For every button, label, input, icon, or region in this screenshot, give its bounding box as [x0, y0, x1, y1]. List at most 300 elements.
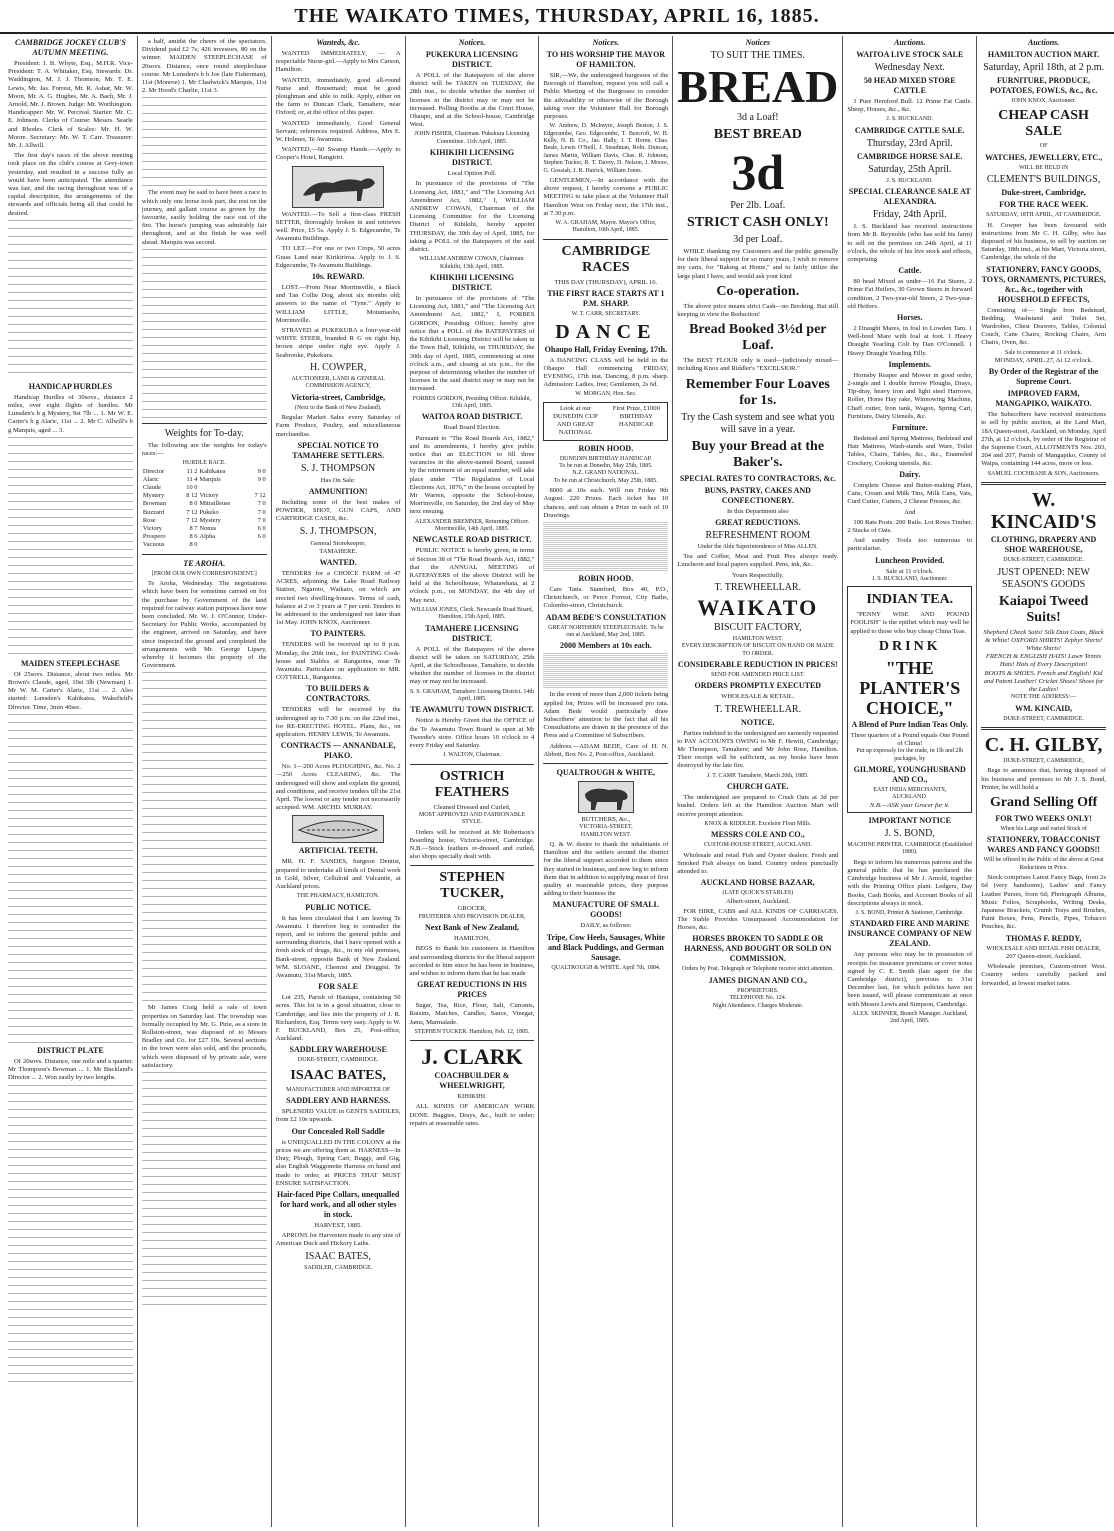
- classified-ad: WANTED immediately, Good General Servant; references required. Address, Mrs E. W. Holmes, Te Awamutu.: [275, 119, 401, 144]
- auction-heading: CAMBRIDGE HORSE SALE.: [856, 151, 963, 161]
- advertisement-line: Orders by Post, Telegraph or Telephone receive strict attention.: [682, 966, 834, 973]
- advertisement-line: Three quarters of a Pound equals One Pound of China!: [850, 731, 969, 747]
- column-4: [406, 36, 540, 1527]
- advertiser-role: AUCTIONEER, LAND & GENERAL COMMISSION AGENCY,: [291, 375, 385, 390]
- auctioneer-name: J. S. BUCKLAND, Auctioneer.: [872, 575, 948, 582]
- article-text-lines: [8, 714, 133, 1044]
- auction-line: OF: [1039, 143, 1048, 150]
- notice-signature: J. WALTON, Chairman.: [442, 752, 502, 759]
- classified-ad: WANTED,—60 Swamp Hands.—Apply to Cooper's Hotel, Rangiriri.: [275, 146, 401, 162]
- advertisement-headline: Hair-faced Pipe Collars, unequalled for hard work, and all other styles in stock.: [276, 1189, 400, 1219]
- advertisement-headline: GREAT REDUCTIONS.: [715, 517, 801, 527]
- auction-date: Friday, 24th April.: [872, 209, 947, 221]
- horse-weight: 8 12: [186, 492, 198, 500]
- advertiser-address: 207 Queen-street, Auckland.: [1005, 953, 1082, 960]
- auction-date: Thursday, 23rd April.: [866, 137, 953, 149]
- auction-body: 2 Draught Mares, in foal to Lowden Tam. 1 Well-bred Mare with foal at foot. 1 Heavy Draught Yearling Colt by Dan O'Connell. 1 Heavy Draught Yearling Filly.: [847, 325, 973, 357]
- advertiser-name: JAMES DIGNAN AND CO.,: [708, 975, 808, 985]
- auction-line: And: [904, 508, 916, 516]
- notice-heading: TAMAHERE LICENSING DISTRICT.: [425, 623, 519, 643]
- horse-name: Alpha: [199, 533, 216, 541]
- article-heading: TE AROHA.: [183, 558, 226, 568]
- advertisement-line: To be run at Dunedin, May 25th, 1885.: [559, 462, 653, 469]
- advertiser-role: MANUFACTURER AND IMPORTER OF: [286, 1086, 391, 1093]
- column-2: [138, 36, 272, 1527]
- notice-body: In pursuance of the provisions of "The Licensing Act, 1881," and "The Licensing Act Amendment Act, 1882," I, WILLIAM ANDREW COWAN, Chairman of the Licensing Committee for the Licensing District of Kihikihi, hereby appoint THURSDAY, the 30th day of April, 1885, for taking a POLL of the Ratepayers of the said district.: [409, 180, 535, 254]
- divider: [142, 423, 267, 424]
- classified-ad: WANTED.—To Sell a first-class FRESH SETTER, thoroughly broken in and retrieves well. Price, £5 5s. Apply J. S. Edgecumbe, Te Awamutu Buildings.: [275, 210, 401, 243]
- advertisement-body: is UNEQUALLED IN THE COLONY at the prices we are offering them at. HARNESS—In Dray, Plough, Spring Cart, Buggy, and Gig, also English Waggonette Harness on hand and made to order, at PRICES THAT MUST ENSURE SATISFACTION.: [275, 1138, 401, 1187]
- advertisement-line: Has On Sale:: [320, 476, 356, 484]
- column-6: [673, 36, 843, 1527]
- advertisement-headline: Our Concealed Roll Saddle: [291, 1126, 385, 1136]
- horse-name: Alaric: [142, 475, 159, 483]
- advertiser-address: THE PHARMACY, HAMILTON.: [297, 893, 380, 900]
- advertisement-body: Regular Market Sales every Saturday of Farm Produce, Poultry, and miscellaneous merchandise.: [275, 414, 401, 438]
- weights-heading: Weights for To-day.: [164, 427, 244, 439]
- horse-name: Director: [142, 467, 165, 475]
- horse-weight: 9 0: [257, 467, 266, 475]
- notice-heading: IMPORTANT NOTICE: [868, 815, 951, 825]
- notice-body: The undersigned are prepared to Crush Oats at 3d per bushel. Orders left at the Hamilton Auction Mart will receive prompt attention.: [677, 794, 839, 818]
- horse-weight: [247, 541, 267, 549]
- advertiser-name: H. COWPER,: [309, 361, 367, 373]
- auction-body: Complete Cheese and Butter-making Plant, Cans, Cream and Milk Tins, Milk Cans, Vats, Curd Cutter, Cutters, 2 Cheese Presses, &c.: [847, 481, 973, 506]
- advertisement-line: 3d per Loaf.: [733, 234, 783, 245]
- advertiser-address: CUSTOM-HOUSE STREET, AUCKLAND.: [703, 842, 812, 849]
- advertisement-body: BEGS to thank his customers in Hamilton and surrounding districts for the liberal support accorded to him since he has been in business, and wishes to inform them that he has made: [409, 945, 535, 977]
- advertiser-role: FRUITERER AND PROVISION DEALER,: [418, 913, 526, 920]
- bread-price: 3d: [731, 144, 785, 200]
- section-heading: Notices: [745, 38, 771, 47]
- article-subheading: HANDICAP HURDLES: [28, 381, 113, 391]
- horse-name: Prospero: [142, 533, 166, 541]
- advertisement-body: Including some of the best makes of POWDER, SHOT, GUN CAPS, AND CARTRIDGE CASES, &c.: [275, 498, 401, 523]
- advertisement-body: Wholesale premises, Custom-street West. Country orders carefully packed and forwarded, at lowest market rates.: [981, 963, 1107, 987]
- advertisement-line: Ohaupo Hall, Friday Evening, 17th.: [544, 344, 668, 354]
- sweep-banner-right: First Prize, £1000 BIRTHDAY HANDICAP.: [612, 404, 660, 429]
- auction-lot: STATIONERY, FANCY GOODS, TOYS, ORNAMENTS, PICTURES, &c., &c., together with HOUSEHOLD EFFECTS,: [981, 264, 1106, 304]
- auction-body: H. Cowper has been favoured with instructions from Mr C. H. Gilby, who has disposed of his business, to sell by auction on Saturday, 18th inst., at his Mart, Victoria street, Cambridge, the whole of the: [981, 221, 1107, 262]
- advertisement-line: JUST OPENED: NEW SEASON'S GOODS: [997, 566, 1090, 590]
- horse-name: Rose: [142, 516, 156, 524]
- weights-row: [142, 541, 267, 549]
- notice-body: Any persons who may be in possession of receipts for insurance premiums or cover notes signed by C. E. Smith (late agent for the Cambridge district), previous to 31st December last, for which policies have not been issued, will please communicate at once with Messrs Lewis and Simpson, Cambridge.: [847, 951, 973, 1008]
- advertiser-role: COACHBUILDER & WHEELWRIGHT,: [434, 1071, 510, 1091]
- weights-subheading: HURDLE RACE.: [182, 460, 226, 467]
- classified-ad: WANTED, immediately, good all-round Nurse and Housemaid; must be good ploughman and able to milk. Apply, either on the farm to Duncan Clark, Tamahere, near Oxford; or, at the office of this paper.: [275, 76, 401, 117]
- advertisement-body: Shepherd Check Suits! Silk Dust Coats, Black & White! OXFORD SHIRTS! Zephyr Shirts! White Shirts!: [983, 628, 1104, 652]
- advertisement-headline: CONSIDERABLE REDUCTION IN PRICES!: [677, 660, 838, 670]
- teeth-illustration: [292, 815, 384, 843]
- advertisement-body: BOOTS & SHOES. French and English! Kid and Patent Leather! Cricket Shoes! Shoes for the Ladies!: [983, 669, 1104, 693]
- auction-line: Sale to commence at 11 o'clock.: [1005, 349, 1083, 356]
- notice-heading: PUKEKURA LICENSING DISTRICT.: [425, 50, 519, 69]
- advertiser-role: PROPRIETORS.: [737, 987, 779, 994]
- article-text-lines: [8, 437, 133, 657]
- auction-date: Saturday, 25th April.: [868, 163, 952, 175]
- advertiser-role: General Storekeeper,: [310, 539, 366, 547]
- advertiser-signature: J. S. BOND, Printer & Stationer, Cambridge.: [855, 910, 964, 916]
- horse-name: Victory: [199, 492, 219, 500]
- divider: [543, 239, 668, 240]
- weights-row: [142, 533, 267, 541]
- advertiser-address: Next Bank of New Zealand,: [425, 923, 520, 933]
- advertisement-line: REFRESHMENT ROOM: [705, 529, 811, 541]
- notice-signature: JOHN FISHER, Chairman. Pukekura Licensing Committee. 11th April, 1885.: [414, 131, 530, 145]
- auction-heading: By Order of the Registrar of the Supreme Court.: [988, 367, 1099, 387]
- advertiser-name: QUALTROUGH & WHITE,: [556, 768, 656, 778]
- advertisement-line: A Blend of Pure Indian Teas Only.: [851, 719, 969, 729]
- article-body: Mr James Craig held a sale of town properties on Saturday last. The township was formally occupied by Mr. G. Pirie, as a store in Rollston-street, was disposed of to Messrs Bradley and Co. for £27 10s. Several sections in the town were also sold, and the proceeds, which were disposed of by private sale, were satisfactory.: [141, 1004, 267, 1069]
- advertisement-headline: Tripe, Cow Heels, Sausages, White and Black Puddings, and German Sausage.: [546, 932, 665, 962]
- advertisement-headline: "THE PLANTER'S CHOICE,": [859, 657, 961, 718]
- horse-name: Mitrailleuse: [199, 500, 231, 508]
- advertisement-body: The BEST FLOUR only is used—judiciously mixed—including Knox and Riddler's "EXCELSIOR.": [677, 357, 839, 373]
- advertiser-name: T. TREWHEELLAR.: [714, 703, 802, 715]
- page-columns: [4, 36, 1110, 1527]
- notice-signature: FORBES GORDON, Presiding Officer. Kihikihi, 13th April, 1885.: [412, 395, 532, 409]
- advertisement-line: BISCUIT FACTORY,: [714, 621, 802, 633]
- article-body: Te Aroha, Wednesday. The negotiations which have been for sometime carried on for the purchase by Government of the land required for railway station purposes have now been concluded. Mr. W. J. O'Connor, Under-Secretary for Public Works, accompanied by the engineer, arrived on Saturday, and have since inspected the ground and completed the arrangements with Mr. George Lipsey, whereby it becomes the property of the Government.: [141, 580, 267, 670]
- notice-signature: W. MORGAN, Hon. Sec.: [575, 391, 637, 398]
- advertiser-address: VICTORIA-STREET,: [579, 824, 633, 831]
- advertisement-body: Care Tatts. Stamford, Box 40, P.O., Christchurch, or Perce Forrest, City Baths, Colombo-street, Christchurch.: [543, 585, 669, 610]
- sweep-banner-left: Look at our DUNEDIN CUP AND GREAT NATIONAL: [553, 404, 598, 437]
- notice-heading: TO BUILDERS & CONTRACTORS.: [306, 684, 371, 704]
- weights-row: [142, 484, 267, 492]
- auction-heading: CHEAP CASH SALE: [998, 108, 1089, 140]
- advertiser-role: EAST INDIA MERCHANTS,: [873, 786, 947, 793]
- advertiser-address: Albert-street, Auckland.: [726, 897, 790, 905]
- auction-subheading: Implements.: [888, 359, 931, 369]
- weights-row: [142, 525, 267, 533]
- advertisement-line: SEND FOR AMENDED PRICE LIST.: [710, 672, 805, 679]
- auctioneer-name: J. S. BUCKLAND.: [886, 116, 934, 123]
- article-body: a half, amidst the cheers of the spectators. Dividend paid £2 7s; 426 investors, 80 on the winner. MAIDEN STEEPLECHASE of 20sovs. Distance, once round steeplechase course. Mr Lunsden's b h Joe (late Fisherman), 11st (Monroe) 1. Mr Chadwick's Marquis, 11st 2. Mr Hood's Charlie, 11st 3.: [141, 38, 267, 95]
- advertisement-line: Cleaned Dressed and Curled,: [433, 803, 511, 811]
- advertisement-headline: HORSES BROKEN TO SADDLE OR HARNESS, AND BOUGHT OR SOLD ON COMMISSION.: [684, 934, 832, 964]
- advertiser-address: DUKE-STREET, CAMBRIDGE.: [297, 1057, 379, 1064]
- advertisement-headline: BREAD: [677, 61, 839, 112]
- weights-row: [142, 476, 267, 484]
- advertisement-body: Address.—ADAM BEDE, Care of H. N. Abbott, Box No. 2, Post-office, Auckland.: [543, 742, 669, 758]
- article-body: The first day's races of the above meeting took place on the club's course at Grey-town yesterday, and resulted in a success fully as would have been anticipated. The attendance was fair, and the racing throughout was of a capital description, the arrangements of the stewards and officials being all that could be desired.: [8, 152, 133, 217]
- advertisement-body: SPLENDID VALUE in GENTS SADDLES, from £2 10s upwards.: [275, 1108, 401, 1124]
- notice-heading: SPECIAL NOTICE TO TAMAHERE SETTLERS.: [292, 440, 385, 460]
- auction-lot: 50 HEAD MIXED STORE CATTLE: [863, 76, 956, 95]
- advertiser-address: AUCKLAND.: [892, 794, 928, 801]
- advertisement-body: Lot 235, Parish of Hautapu, containing 50 acres. This lot is in a good situation, close to Cambridge, and lies into the property of J. R. Richardson, Esq. Terms very easy. Apply to W. F. BUCKLAND, Box 25, Post-office, Auckland.: [275, 994, 401, 1043]
- advertisement-line: Try the Cash system and see what you will save in a year.: [681, 411, 835, 435]
- auctioneer-name: J. S. BUCKLAND.: [886, 177, 934, 184]
- auction-location: CLEMENT'S BUILDINGS,: [986, 174, 1101, 186]
- advertisement-headline: MANUFACTURE OF SMALL GOODS!: [552, 900, 659, 920]
- advertisement-body: TENDERS will be received up to 8 p.m. Monday, the 20th inst., for PAINTING Cook-house and Stables at Rangaotea, near Te Awamutu. Particulars on application to MR. COTTRELL, Rangaotea.: [275, 641, 401, 682]
- horse-name: Buzzard: [142, 508, 165, 516]
- advertiser-address: HAMILTON WEST.: [732, 635, 783, 642]
- advertisement-body: Q. & W. desire to thank the inhabitants of Hamilton and the settlers around the district for the liberal support accorded to them since they started in business, and now beg to inform them that in addition to supplying meat of first quality at reasonable prices, they purpose adding to their business the: [543, 841, 669, 898]
- section-heading: Notices.: [592, 38, 620, 47]
- auction-line: Luncheon Provided.: [875, 555, 945, 565]
- advertisement-headline: THE FIRST RACE STARTS AT 1 P.M. SHARP.: [547, 289, 665, 309]
- article-subheading: MAIDEN STEEPLECHASE: [20, 658, 120, 668]
- advertiser-name: WM. KINCAID,: [1015, 703, 1073, 713]
- column-5: [539, 36, 673, 1527]
- notice-heading: NOTICE.: [741, 717, 775, 727]
- advertiser-address: (Next to the Bank of New Zealand).: [294, 404, 382, 411]
- horse-weight: 8 7: [189, 525, 198, 533]
- auction-heading: WAITOA LIVE STOCK SALE: [856, 50, 964, 59]
- masthead: [0, 0, 1114, 34]
- advertiser-name: J. CLARK: [421, 1044, 523, 1070]
- advertisement-body: 8000 at 10s each. Will run Friday 9th August. 220 Prizes. Each ticket has 10 chances, and can obtain a Prize in each of 10 Drawings.: [543, 487, 669, 519]
- auction-lot: IMPROVED FARM, MANGAPIKO, WAIKATO.: [995, 389, 1092, 409]
- auction-body: 1 Pure Hereford Bull. 12 Prime Fat Cattle. Sheep, Horses, &c., &c.: [847, 98, 973, 114]
- auction-date: SATURDAY, 18TH APRIL, AT CAMBRIDGE.: [986, 212, 1102, 219]
- article-body: The event may be said to have been a race to which only one horse took part, the rest on the journey, and gallant course as grown by the favourite, easily holding the race out of the fire. The horse's jumping was admirably fair throughout, and at the finish he was well ahead. Marquis was second.: [141, 189, 267, 246]
- horse-name: Nonus: [199, 525, 217, 533]
- setter-dog-illustration: [292, 166, 384, 208]
- auction-subheading: Furniture.: [891, 423, 928, 433]
- horse-name: Victory: [142, 525, 162, 533]
- advertisement-headline: Grand Selling Off: [989, 794, 1098, 810]
- advertiser-name: S. J. THOMPSON,: [299, 525, 377, 537]
- advertisement-line: To be run at Christchurch, May 25th, 1885.: [553, 477, 658, 484]
- notice-body: A POLL of the Ratepayers of the above district will be taken on SATURDAY, 25th April, at the Schoolhouse, Tamahere, to decide whether the number of licenses in the district may or may not be increased.: [409, 645, 535, 686]
- auction-body: Consisting of— Single Iron Bedstead, Bedding, Washstand and Toilet Set, Wardrobes, Chest Drawers, Tables, Colonial Couch, Cane Chairs, Rocking Chairs, Arm Chairs, Oven, &c.: [981, 306, 1107, 347]
- auctioneer-name: JOHN KNOX, Auctioneer.: [1011, 98, 1076, 104]
- auction-location: Duke-street, Cambridge,: [1001, 188, 1086, 198]
- auction-subheading: Dairy.: [899, 469, 921, 479]
- auction-body: Bedstead and Spring Mattress, Bedstead and Hair Mattress, Wash-stands and Ware, Toilet Tables, Chairs, Tables, &c., &c., Enameled Crockery, Cooking utensils, &c.: [847, 435, 973, 467]
- horse-weight: 6 0: [257, 525, 266, 533]
- notice-heading: TO PAINTERS.: [310, 629, 366, 639]
- advertisement-headline: GREAT REDUCTIONS IN HIS PRICES: [417, 980, 527, 1000]
- advertiser-name: MESSRS COLE AND CO.,: [711, 830, 805, 840]
- column-1: [4, 36, 138, 1527]
- advertisement-headline: FOR TWO WEEKS ONLY!: [995, 813, 1092, 823]
- auction-body: J. S. Buckland has received instructions from Mr R. Reynolds (who has sold his farm) to sell on the premises on 24th April, at 11 o'clock, the whole of his live stock and effects, comprising: [847, 223, 973, 264]
- article-heading: CAMBRIDGE JOCKEY CLUB'S AUTUMN MEETING.: [15, 38, 126, 57]
- advertisement-line: DUNEDIN BIRTHDAY HANDICAP.: [559, 455, 652, 462]
- race-results: Handicap Hurdles of 30sovs., distance 2 miles, over eight flights of hurdles. Mr Lunsden's b g Mystery, 9st 7lb ... 1. Mr W. E. Carter's b g Alaric, 11st ... 2. Mr C. Allwill's b g Marquis, aged ... 3.: [8, 393, 133, 434]
- auction-date: Saturday, April 18th, at 2 p.m.: [983, 62, 1104, 73]
- horse-name: Marquis: [199, 475, 221, 483]
- notice-heading: FOR SALE: [318, 982, 359, 992]
- advertiser-role: WHOLESALE AND RETAIL FISH DEALER,: [986, 945, 1101, 952]
- horse-weight: 7 0: [257, 508, 266, 516]
- weights-row: [142, 509, 267, 517]
- prize-table: [543, 653, 668, 689]
- horse-name: Bowman: [142, 500, 166, 508]
- horse-name: Mystery: [142, 492, 165, 500]
- advertisement-headline: ORDERS PROMPTLY EXECUTED: [694, 681, 822, 691]
- advertisement-line: TELEPHONE No. 124.: [729, 995, 787, 1002]
- notice-heading: TE AWAMUTU TOWN DISTRICT.: [410, 705, 534, 715]
- advertiser-role: CLOTHING, DRAPERY AND SHOE WAREHOUSE,: [990, 535, 1097, 555]
- column-7: [843, 36, 977, 1527]
- advertisement-body: A DANCING CLASS will be held in the Ohaupo Hall commencing FRIDAY, EVENING, 17th inst. Dancing, 8 p.m. sharp. Admission: Ladies, free; Gentlemen, 2s 6d.: [543, 356, 669, 389]
- advertisement-line: MOST APPROVED AND FASHIONABLE STYLE.: [418, 811, 526, 826]
- article-text-lines: [142, 249, 267, 419]
- advertisement-headline: Co-operation.: [716, 283, 800, 299]
- advertisement-line: 3d a Loaf!: [736, 112, 779, 123]
- advertisement-headline: DRINK: [878, 638, 941, 654]
- advertisement-headline: STATIONERY, TOBACCONIST WARES AND FANCY GOODS!!: [986, 835, 1101, 855]
- article-text-lines: [142, 97, 267, 187]
- horse-weight: 11 4: [186, 475, 198, 483]
- weights-row: [142, 517, 267, 525]
- horse-weight: 7 12: [254, 492, 266, 500]
- advertisement-body: Sugar, Tea, Rice, Flour, Salt, Currants, Raisins, Matches, Candles, Sauce, Vinegar, Jams, Marmalade.: [409, 1002, 535, 1026]
- bull-illustration: [578, 781, 634, 813]
- notice-subheading: Road Board Election.: [443, 424, 501, 432]
- advertiser-address: KIHIKIHI.: [457, 1093, 487, 1101]
- advertiser-name: W. KINCAID'S: [990, 489, 1097, 534]
- notice-body: Pursuant to "The Road Boards Act, 1882," and its amendments, I hereby give public notice that an ELECTION to fill three vacancies in the above-named Board, caused by the retirement of an equal number, will take place under "The Regulation of Local Elections Act, 1876," in the house occupied by Mr Warren, opposite the School-house, Morrinsville, on Saturday, the 2nd day of May next ensuing.: [409, 434, 535, 516]
- section-heading: Wanteds, &c.: [316, 38, 360, 47]
- notice-signature: ALEXANDER BREMNER, Returning Officer. Morrinsville, 14th April, 1885.: [414, 518, 530, 532]
- notice-heading: KIHIKIHI LICENSING DISTRICT.: [429, 148, 515, 168]
- notice-signature: KNOX & RIDDLER. Excelsior Flour Mills.: [704, 820, 812, 827]
- weights-row: [142, 500, 267, 508]
- signatory-list: W. Andrew, D. McIntyre, Joseph Beston, J. S. Edgecumbe, Geo. Edgecumbe, T. Beecroft, W. H. Kelly, N. B. Co., Jas. Hally, J. T. Horne, Chas. Beale, Lewis O'Neill, J. Steadman, Robt. Duncan, James Martin, William Davis, Chas. R. Johnson, Stephen Tucker, R. T. Davey, D. Nelson, J. Moore, G. Gossiah, J. R. Hatrick, William Jones.: [543, 123, 669, 174]
- divider: [981, 727, 1106, 730]
- auction-body: Hornsby Reaper and Mower in good order, 2-single and 1 double furrow Ploughs, Drays, Tip-dray, heavy iron and light steel Harrows, Roller, Horse Hay rake, Winnowing Machine, Chaff cutter, Iron tank, Wagon, Spring Cart, Furniture, Dairy Utensils, &c.: [847, 371, 973, 420]
- notice-body: Parties indebted to the undersigned are earnestly requested to PAY ACCOUNTS OWING to Mr F. Hewitt, Cambridge; Mr Thompson, Tamahere; and Mr John Rose, Hamilton. Their receipt will be sufficient, as my books have been destroyed by the late fire.: [677, 729, 839, 770]
- notice-body: GENTLEMEN,—In accordance with the above request, I hereby convene a PUBLIC MEETING to take place at the Volunteer Hall Hamilton West on Friday next, the 17th inst., at 7.30 p.m.: [543, 177, 669, 217]
- advertisement-line: DAILY, as follows:: [580, 922, 632, 930]
- advertisement-line: When his Large and varied Stock of: [1000, 825, 1087, 832]
- notice-signature: J. T. CAMP. Tamahere, March 20th, 1885.: [707, 772, 809, 779]
- notice-signature: W. A. GRAHAM, Mayor. Mayor's Office, Hamilton, 10th April, 1885.: [555, 220, 657, 234]
- advertisement-line: Per 2lb. Loaf.: [730, 200, 786, 211]
- tea-advertisement: [847, 586, 972, 813]
- divider: [981, 482, 1106, 485]
- notice-body: PUBLIC NOTICE is hereby given, in terms of Section 38 of "The Road Boards Act, 1882," that the ANNUAL MEETING of RATEPAYERS of the above District will be held at the Schoolhouse, Whatawhata, at 2 o'clock p.m., on MONDAY, the 4th day of May next.: [409, 547, 535, 604]
- advertisement-line: TO SUIT THE TIMES.: [710, 50, 805, 61]
- advertiser-name: J. S. BOND,: [884, 827, 935, 839]
- advertiser-role: MACHINE PRINTER, CAMBRIDGE (Established 1880).: [847, 841, 973, 856]
- advertisement-body: FOR HIRE, CABS and ALL KINDS OF CARRIAGES. The Stable Provides Unsurpassed Accommodation for Horses, &c.: [677, 907, 839, 932]
- advertisement-line: In this Department also: [726, 507, 789, 515]
- advertisement-line: (LATE QUICK'S STABLES): [722, 890, 794, 897]
- notice-signature: ALEX. SKINNER, Branch Manager. Auckland, 2nd April, 1885.: [852, 1010, 968, 1025]
- sweep-banner: [543, 402, 668, 441]
- advertiser-address: HAMILTON WEST.: [580, 831, 631, 838]
- notice-body: SIR,—We, the undersigned burgesses of the Borough of Hamilton, request you will call a Public Meeting of the Burgesses to consider the advisability or otherwise of the Borough taking over the Volunteer Hall for Borough purposes.: [543, 72, 669, 121]
- classified-ad: LOST.—From Near Morrinsville, a Black and Tan Collie Dog, about six months old; answers to the name of "Tyne." Apply to WILLIAM LITTLE, Motumaoho, Morrinsville.: [275, 284, 401, 324]
- weights-row: [142, 468, 267, 476]
- advertisement-headline: ROBIN HOOD.: [578, 443, 634, 453]
- prize-table: [543, 522, 668, 572]
- advertisement-body: Orders will be received at Mr Robertson's Boarding house, Victoria-street, Cambridge. N.B.—Stock feathers re-dressed and curled, also shops specially dealt with.: [409, 828, 535, 861]
- advertisement-body: TENDERS for a CHOICE FARM of 47 ACRES, adjoining the Lake Road Railway Station, Ngaroto, Waikato, on which are erected two dwelling-houses. Terms of cash, balance at 2 or 3 years at 7 per cent. Tenders to be addressed to the undersigned not later than 1st May. JOHN KNOX, Auctioneer.: [275, 569, 401, 627]
- advertisement-line: N.Z. GRAND NATIONAL.: [572, 470, 640, 477]
- article-subheading: [FROM OUR OWN CORRESPONDENT.]: [151, 570, 257, 577]
- advertiser-address: DUKE-STREET, CAMBRIDGE.: [1003, 715, 1084, 722]
- horse-name: [198, 541, 247, 549]
- auction-body: The Subscribers have received instructions to sell by public auction, at the Land Mart, 18A Queen-street, Auckland, on Monday, April 27th, at 12 o'clock, by order of the Registrar of the Supreme Court, ALLOTMENTS Nos. 203, 204 and 207, Parish of Mangapiko, County of Waipa, containing 144 acres, more or less.: [981, 411, 1107, 468]
- notice-heading: CONTRACTS — ANNANDALE, PIAKO.: [280, 741, 396, 761]
- advertiser-name: THOMAS F. REDDY,: [1005, 933, 1082, 943]
- advertisement-line: GREAT NORTHERN STEEPLECHASE. To be run at Auckland, May 2nd, 1885.: [548, 624, 664, 638]
- advertisement-headline: CAMBRIDGE RACES: [561, 243, 651, 275]
- weights-intro: The following are the weights for today's races:—: [141, 441, 267, 458]
- advertisement-body: No. 1—200 Acres PLOUGHING, &c. No. 2—250 Acres CLEARING, &c. The undersigned will show and explain the ground, and conditions, and receive tenders till the 21st April. The lowest or any tender not necessarily accepted. WM. ARCHD. MURRAY.: [275, 763, 401, 812]
- weights-table: [142, 468, 267, 550]
- notice-signature: W. T. CARR, SECRETARY.: [571, 311, 641, 318]
- notice-heading: WANTED.: [319, 557, 357, 567]
- horse-weight: 7 0: [257, 500, 266, 508]
- column-3: [272, 36, 406, 1527]
- auction-lot: FURNITURE, PRODUCE, POTATOES, FOWLS, &c., &c.: [989, 76, 1098, 95]
- notice-subheading: Local Option Poll.: [447, 170, 497, 178]
- horse-name: Kahikatea: [199, 467, 226, 475]
- article-text-lines: [8, 1085, 133, 1385]
- horse-name: Vacuous: [142, 541, 165, 549]
- horse-weight: 8 0: [189, 541, 198, 549]
- horse-name: [198, 484, 247, 492]
- horse-weight: 8 6: [189, 533, 198, 541]
- advertisement-body: Begs to inform his numerous patrons and the general public that he has purchased the Cambridge business of Mr J. Arnold, together with the Printing Office plant. Ledgers, Day Books, Cash Books, and Account Books of all descriptions always in stock.: [847, 858, 973, 907]
- advertisement-headline: AMMUNITION!: [308, 486, 368, 496]
- advertisement-line: NOTE THE ADDRESS:—: [1011, 694, 1077, 701]
- notice-heading: PUBLIC NOTICE.: [305, 902, 372, 912]
- newspaper-title: THE WAIKATO TIMES, THURSDAY, APRIL 16, 1885.: [294, 5, 820, 27]
- auction-body: 100 Rats Posts. 200 Rails. Lot Rows Timber. 2 Stacks of Oats.: [847, 518, 973, 534]
- auctioneer-name: SAMUEL COCHRANE & SON, Auctioneers.: [987, 470, 1100, 477]
- article-intro: President: J. B. Whyte, Esq., M.H.R. Vice-President: T. A. Whitaker, Esq. Stewards: Dr. Waddington, M. J. J. Thomson, Mr. T. E. Lewis, Mr. Jas. Forrest, Mr. R. Ashar, Mr. W. Moon, Mr. A. G. Hughes, Mr. A. Bach, Mr. J. Arnold, Mr. J. Brown. Judge: Mr. Worthington. Handicapper: Mr. W. Percival. Starter: Mr. C. E. Johnson. Clerks of Course: Messrs. Searle and Rhodes. Clerk of Scales: Mr. H. W. Moore. Secretary: Mr. W. T. Carr. Treasurer: Mr. J. Allwill.: [8, 60, 133, 150]
- advertiser-role: BUTCHERS, &c.,: [581, 816, 631, 824]
- advertisement-headline: ARTIFICIAL TEETH.: [298, 846, 378, 856]
- advertisement-body: MR. H. F. SANDES, Surgeon Dentist, prepared to undertake all kinds of Dental work in Gold, Silver, Celluloid and Vulcanite, at Auckland prices.: [275, 858, 401, 891]
- notice-signature: S. S. GRAHAM, Tamahere Licensing District. 14th April, 1885.: [409, 688, 535, 703]
- advertisement-headline: BEST BREAD: [713, 127, 802, 142]
- advertisement-headline: ADAM BEDE'S CONSULTATION: [545, 612, 667, 622]
- horse-weight: 9 0: [257, 475, 266, 483]
- advertiser-address: HAMILTON,: [453, 935, 491, 943]
- section-heading: Auctions.: [1027, 38, 1060, 47]
- advertiser-name: S. J. THOMPSON: [301, 462, 376, 474]
- advertisement-headline: AUCKLAND HORSE BAZAAR,: [700, 878, 815, 888]
- advertisement-body: Wholesale and retail Fish and Oyster dealers. Fresh and Smoked Fish always on hand. Country orders punctually attended to.: [677, 851, 839, 875]
- notice-heading: KIHIKIHI LICENSING DISTRICT.: [429, 273, 515, 293]
- notice-heading: NEWCASTLE ROAD DISTRICT.: [412, 535, 532, 545]
- notice-signature: WILLIAM ANDREW COWAN, Chairman. Kihikihi, 13th April, 1885.: [419, 256, 525, 270]
- advertiser-address: SADDLER, CAMBRIDGE.: [304, 1264, 373, 1271]
- notice-heading: WAITOA ROAD DISTRICT.: [421, 412, 523, 422]
- advertisement-body: Stock comprises Latest Fancy Bags, from 2s 6d (very handsome), Ladies' and Fancy Leather Purses, from 6d; Photograph Albums, Music Folios, Scrapbooks, Writing Desks, Japanese Brackets, Crumb Trays and Brushes, Paint Boxes, Pens, Pencils, Pipes, Tobacco Pouches, &c.: [981, 874, 1107, 931]
- auction-line: WILL BE HELD IN: [1018, 164, 1069, 171]
- classified-ad: WANTED IMMEDIATELY, — A respectable Nurse-girl.—Apply to Mrs Carson, Hamilton.: [275, 50, 401, 74]
- divider: [410, 764, 535, 765]
- notice-heading: TO HIS WORSHIP THE MAYOR OF HAMILTON.: [546, 50, 666, 69]
- auction-heading: CAMBRIDGE CATTLE SALE.: [854, 125, 965, 135]
- advertisement-headline: WAIKATO: [697, 594, 819, 620]
- column-8: [977, 36, 1110, 1527]
- advertisement-headline: Bread Booked 3½d per Loaf.: [689, 322, 827, 354]
- notice-body: A POLL of the Ratepayers of the above district will be TAKEN on TUESDAY, the 28th inst., to decide whether the number of licenses in the district may or may not be increased. Polling Booths at the Court House, Ohaupo, and at the School-house, Cambridge West.: [409, 72, 535, 129]
- advertisement-line: N.B.—ASK your Grocer for it.: [869, 801, 950, 809]
- divider: [410, 865, 535, 866]
- advertisement-line: WHOLESALE & RETAIL.: [721, 693, 795, 701]
- advertisement-line: Under the Able Superintendence of Miss ALLEN.: [697, 543, 818, 550]
- advertiser-name: C. H. GILBY,: [984, 733, 1103, 756]
- auction-date: MONDAY, APRIL 27, At 12 o'clock.: [994, 357, 1093, 365]
- advertiser-signature: QUALTROUGH & WHITE. April 7th, 1884.: [551, 964, 661, 971]
